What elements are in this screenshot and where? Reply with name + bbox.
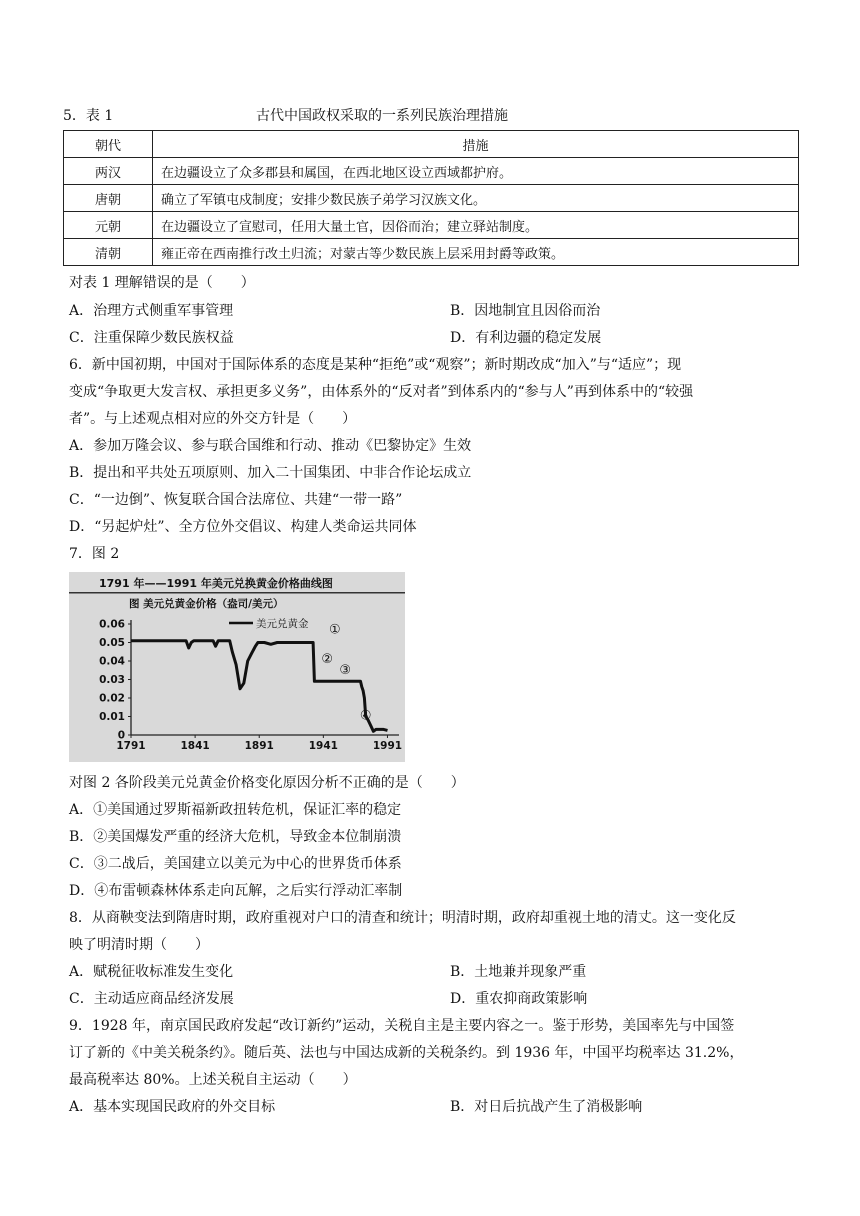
- y-tick-label: 0: [117, 729, 125, 742]
- q5-label: 5．表 1: [63, 108, 114, 124]
- dynasty-cell: 唐朝: [64, 185, 153, 212]
- y-tick-label: 0.05: [99, 637, 125, 649]
- table-row: [64, 239, 799, 266]
- legend-label: 美元兑黄金: [256, 618, 309, 630]
- measure-cell: 在边疆设立了宣慰司，任用大量土官，因俗而治；建立驿站制度。: [153, 212, 799, 239]
- q7-option-c[interactable]: C．③二战后，美国建立以美元为中心的世界货币体系: [69, 856, 402, 872]
- q5-option-b[interactable]: B．因地制宜且因俗而治: [450, 303, 601, 319]
- x-tick-label: 1941: [308, 740, 338, 752]
- measures-table: [63, 130, 799, 266]
- y-tick-label: 0.04: [99, 655, 125, 668]
- q6-option-b[interactable]: B．提出和平共处五项原则、加入二十国集团、中非合作论坛成立: [69, 465, 472, 481]
- q5-option-d[interactable]: D．有利边疆的稳定发展: [450, 330, 602, 346]
- measure-cell: 雍正帝在西南推行改土归流；对蒙古等少数民族上层采用封爵等政策。: [153, 239, 799, 266]
- q6-stem-line-2: 变成“争取更大发言权、承担更多义务”，由体系外的“反对者”到体系内的“参与人”再到体系中的“较强: [69, 384, 694, 400]
- chart-title: 1791 年——1991 年美元兑换黄金价格曲线图: [99, 577, 333, 590]
- y-tick-label: 0.03: [99, 674, 125, 686]
- dynasty-cell: 两汉: [64, 158, 153, 185]
- y-tick-label: 0.06: [99, 618, 125, 631]
- series-line-gold: [131, 641, 388, 732]
- x-tick-label: 1841: [180, 740, 210, 752]
- stage-marker: ③: [339, 662, 351, 678]
- chart-ticks: [99, 619, 402, 753]
- q8-stem-line-2: 映了明清时期（ ）: [69, 937, 209, 953]
- q6-option-c[interactable]: C．“一边倒”、恢复联合国合法席位、共建“一带一路”: [69, 492, 403, 508]
- stage-marker: ②: [321, 651, 334, 667]
- dynasty-cell: 清朝: [64, 239, 153, 266]
- q6-option-a[interactable]: A．参加万隆会议、参与联合国维和行动、推动《巴黎协定》生效: [69, 438, 472, 454]
- chart-legend: [229, 617, 309, 630]
- q5-option-c[interactable]: C．注重保障少数民族权益: [69, 330, 234, 346]
- q8-option-c[interactable]: C．主动适应商品经济发展: [69, 991, 234, 1007]
- q9-stem-line-1: 9．1928 年，南京国民政府发起“改订新约”运动，关税自主是主要内容之一。鉴于形势，美国率先与中国签: [69, 1018, 735, 1034]
- chart-markers: [321, 622, 371, 723]
- table-row: [64, 158, 799, 185]
- table-header-measure: 措施: [153, 131, 799, 158]
- gold-price-chart: [69, 572, 405, 762]
- q9-option-b[interactable]: B．对日后抗战产生了消极影响: [450, 1099, 643, 1115]
- dynasty-cell: 元朝: [64, 212, 153, 239]
- q8-option-a[interactable]: A．赋税征收标准发生变化: [69, 964, 234, 980]
- table-row: [64, 185, 799, 212]
- table-header-row: [64, 131, 799, 158]
- table-header-dynasty: 朝代: [64, 131, 153, 158]
- q7-option-a[interactable]: A．①美国通过罗斯福新政扭转危机，保证汇率的稳定: [69, 802, 402, 818]
- stage-marker: ①: [329, 622, 341, 638]
- table-title: 古代中国政权采取的一系列民族治理措施: [256, 108, 508, 124]
- q7-stem: 对图 2 各阶段美元兑黄金价格变化原因分析不正确的是（ ）: [69, 775, 465, 791]
- q7-label: 7．图 2: [69, 546, 120, 562]
- chart-series: [131, 641, 388, 732]
- q8-stem-line-1: 8．从商鞅变法到隋唐时期，政府重视对户口的清查和统计；明清时期，政府却重视土地的清丈。这一变化反: [69, 910, 736, 926]
- table-row: [64, 212, 799, 239]
- q9-stem-line-2: 订了新的《中美关税条约》。随后英、法也与中国达成新的关税条约。到 1936 年，中国平均税率达 31.2%，: [69, 1045, 744, 1061]
- q9-stem-line-3: 最高税率达 80%。上述关税自主运动（ ）: [69, 1072, 357, 1088]
- x-tick-label: 1991: [372, 740, 403, 752]
- measure-cell: 确立了军镇屯戍制度；安排少数民族子弟学习汉族文化。: [153, 185, 799, 212]
- chart-subtitle: 图 美元兑黄金价格（盎司/美元）: [129, 598, 284, 610]
- chart-svg: [69, 572, 405, 762]
- q8-option-d[interactable]: D．重农抑商政策影响: [450, 991, 588, 1007]
- q6-stem-line-1: 6．新中国初期，中国对于国际体系的态度是某种“拒绝”或“观察”；新时期改成“加入”与“适应”；现: [69, 357, 682, 373]
- q7-option-b[interactable]: B．②美国爆发严重的经济大危机，导致金本位制崩溃: [69, 829, 402, 845]
- q6-option-d[interactable]: D．“另起炉灶”、全方位外交倡议、构建人类命运共同体: [69, 519, 417, 535]
- q8-option-b[interactable]: B．土地兼并现象严重: [450, 964, 587, 980]
- y-tick-label: 0.02: [99, 692, 125, 705]
- measure-cell: 在边疆设立了众多郡县和属国，在西北地区设立西域都护府。: [153, 158, 799, 185]
- chart-axes: [131, 620, 399, 735]
- x-tick-label: 1891: [244, 740, 274, 752]
- q9-option-a[interactable]: A．基本实现国民政府的外交目标: [69, 1099, 276, 1115]
- stage-marker: ④: [359, 708, 372, 724]
- y-tick-label: 0.01: [99, 711, 125, 723]
- q7-option-d[interactable]: D．④布雷顿森林体系走向瓦解，之后实行浮动汇率制: [69, 883, 403, 899]
- title-divider: [69, 592, 405, 594]
- x-tick-label: 1791: [116, 740, 146, 752]
- q5-stem: 对表 1 理解错误的是（ ）: [69, 275, 255, 291]
- q5-option-a[interactable]: A．治理方式侧重军事管理: [69, 303, 234, 319]
- q6-stem-line-3: 者”。与上述观点相对应的外交方针是（ ）: [69, 411, 357, 427]
